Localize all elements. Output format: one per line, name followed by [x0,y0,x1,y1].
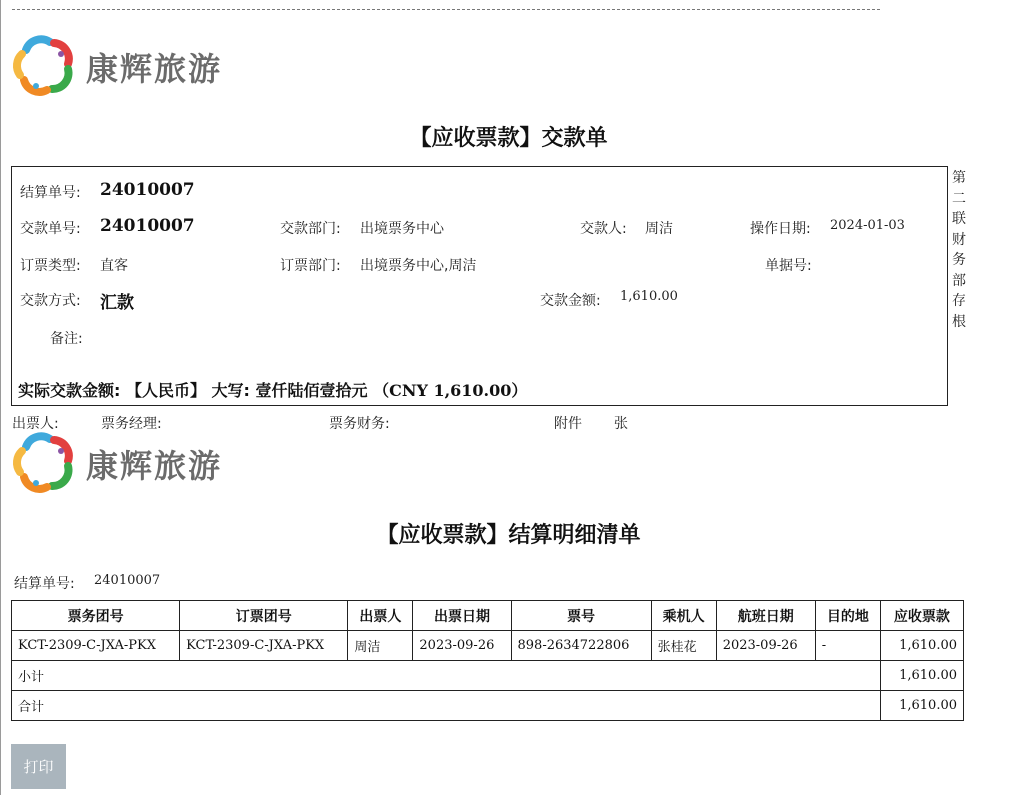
cell-destination: - [815,631,880,661]
pay-no-value: 24010007 [100,216,195,236]
grand-total-value: 1,610.00 [880,691,963,721]
col-flight-date: 航班日期 [716,601,815,631]
actual-total-words: 实际交款金额: 【人民币】 大写: 壹仟陆佰壹拾元 [18,381,368,400]
remark-label: 备注: [50,331,83,347]
subtotal-row [12,661,964,691]
attachment-unit: 张 [614,416,628,432]
brand-name: 康辉旅游 [86,50,223,88]
grand-total-row [12,691,964,721]
stub-char: 存 [952,293,966,309]
col-order-group: 订票团号 [180,601,348,631]
dept-label: 交款部门: [280,221,341,237]
stub-char: 部 [952,272,966,289]
settle-no-label: 结算单号: [20,185,81,201]
stub-char: 务 [952,252,966,268]
grand-total-label: 合计 [12,691,881,721]
op-date-label: 操作日期: [750,221,811,237]
table-header-row [12,601,964,631]
order-dept-value: 出境票务中心,周洁 [360,258,477,274]
cell-passenger: 张桂花 [651,631,716,661]
issuer-label: 出票人: [12,416,59,432]
detail-title: 【应收票款】结算明细清单 [376,523,641,548]
dept-value: 出境票务中心 [360,221,444,237]
table-row [12,631,964,661]
settlement-detail-table [11,600,964,721]
actual-total-line [18,378,527,401]
cell-ticket-no: 898-2634722806 [511,631,651,661]
stub-char: 财 [952,231,966,248]
stub-char: 联 [952,211,966,227]
page-left-border [0,0,1,795]
order-dept-label: 订票部门: [280,258,341,274]
col-ticket-no: 票号 [511,601,651,631]
method-label: 交款方式: [20,293,81,309]
copy-stub-label [950,168,968,332]
dashed-cut-line [12,9,880,10]
col-destination: 目的地 [815,601,880,631]
voucher-box [11,166,948,406]
flower-logo-icon [12,431,74,493]
voucher-title: 【应收票款】交款单 [409,126,608,151]
brand-logo [12,34,242,98]
cell-receivable: 1,610.00 [880,631,963,661]
col-passenger: 乘机人 [651,601,716,631]
stub-char: 根 [952,313,966,330]
brand-name: 康辉旅游 [86,447,223,485]
detail-settle-no-label: 结算单号: [14,576,75,592]
settle-no-value: 24010007 [100,180,195,200]
doc-no-label: 单据号: [765,258,812,274]
col-ticket-group: 票务团号 [12,601,180,631]
ticket-type-label: 订票类型: [20,258,81,274]
attachment-label: 附件 [554,416,582,432]
finance-label: 票务财务: [329,416,390,432]
cell-issue-date: 2023-09-26 [413,631,511,661]
method-value: 汇款 [100,293,134,313]
stub-char: 二 [952,190,966,207]
col-receivable: 应收票款 [880,601,963,631]
actual-total-amount: （CNY 1,610.00） [373,381,528,400]
cell-flight-date: 2023-09-26 [716,631,815,661]
payer-label: 交款人: [580,221,627,237]
subtotal-value: 1,610.00 [880,661,963,691]
detail-settle-no-value: 24010007 [94,573,161,588]
ticket-type-value: 直客 [100,258,128,274]
print-button[interactable]: 打印 [11,744,66,789]
amount-label: 交款金额: [540,293,601,309]
col-issue-date: 出票日期 [413,601,511,631]
subtotal-label: 小计 [12,661,881,691]
op-date-value: 2024-01-03 [830,218,905,233]
brand-logo-detail [12,431,242,495]
amount-value: 1,610.00 [620,289,678,304]
payer-value: 周洁 [645,221,673,237]
cell-ticket-group: KCT-2309-C-JXA-PKX [12,631,180,661]
pay-no-label: 交款单号: [20,221,81,237]
col-issuer: 出票人 [348,601,413,631]
flower-logo-icon [12,34,74,96]
manager-label: 票务经理: [101,416,162,432]
cell-order-group: KCT-2309-C-JXA-PKX [180,631,348,661]
cell-issuer: 周洁 [348,631,413,661]
stub-char: 第 [952,170,966,186]
